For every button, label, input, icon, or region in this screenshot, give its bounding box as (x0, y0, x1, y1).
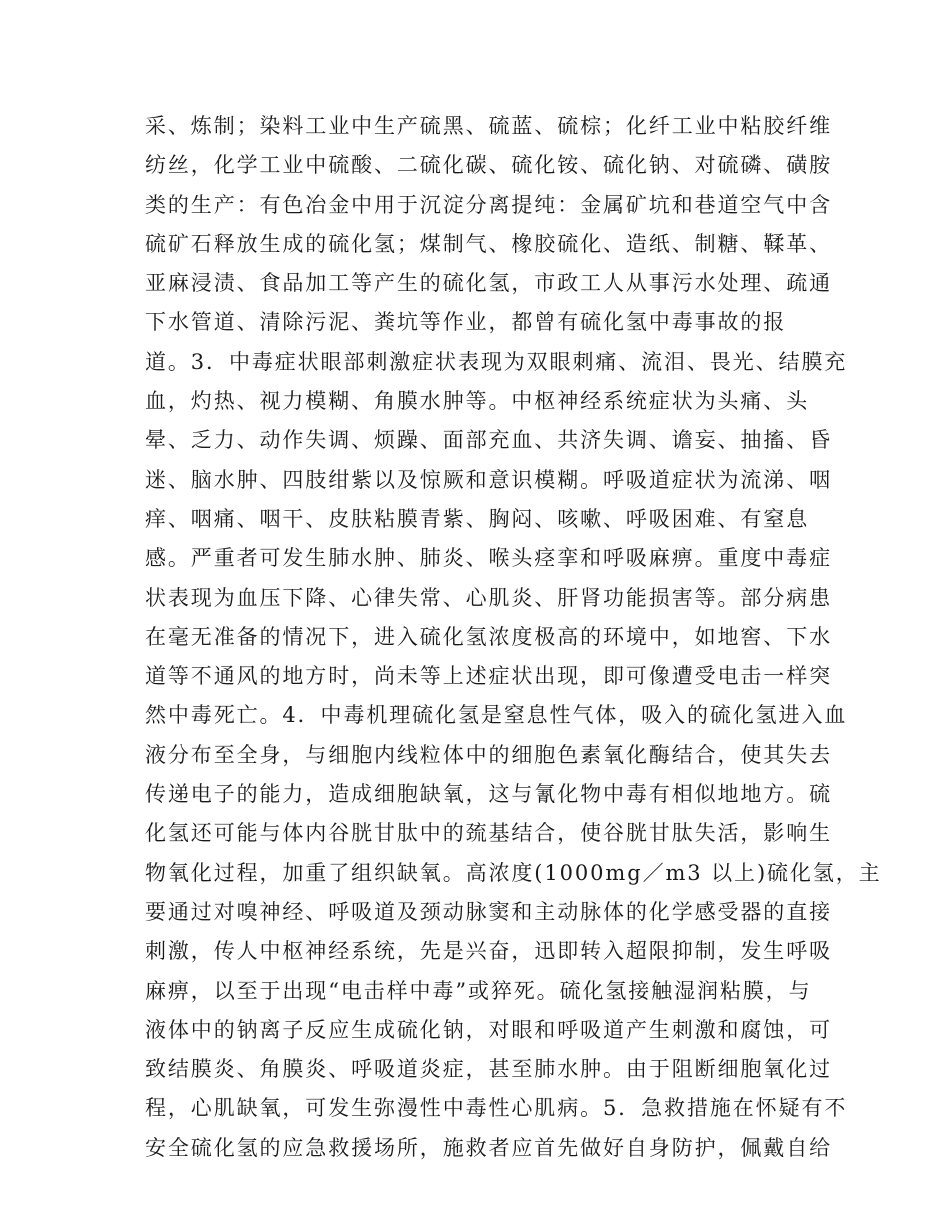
text-line: 硫矿石释放生成的硫化氢；煤制气、橡胶硫化、造纸、制糖、鞣革、 (145, 231, 832, 256)
text-line: 液分布至全身，与细胞内线粒体中的细胞色素氧化酶结合，使其失去 (145, 742, 832, 767)
text-line: 化氢还可能与体内谷胱甘肽中的巯基结合，使谷胱甘肽失活，影响生 (145, 821, 832, 846)
text-line: 晕、乏力、动作失调、烦躁、面部充血、共济失调、谵妄、抽搐、昏 (145, 428, 832, 453)
text-line: 物氧化过程，加重了组织缺氧。高浓度(1000mg／m3 以上)硫化氢，主 (145, 860, 882, 885)
text-line: 状表现为血压下降、心律失常、心肌炎、肝肾功能损害等。部分病患 (145, 585, 832, 610)
text-line: 安全硫化氢的应急救援场所，施救者应首先做好自身防护，佩戴自给 (145, 1135, 832, 1160)
text-line: 类的生产：有色冶金中用于沉淀分离提纯：金属矿坑和巷道空气中含 (145, 192, 832, 217)
text-line: 纺丝，化学工业中硫酸、二硫化碳、硫化铵、硫化钠、对硫磷、磺胺 (145, 153, 832, 178)
text-line: 在毫无准备的情况下，进入硫化氢浓度极高的环境中，如地窖、下水 (145, 624, 832, 649)
text-line: 致结膜炎、角膜炎、呼吸道炎症，甚至肺水肿。由于阻断细胞氧化过 (145, 1057, 832, 1082)
text-line: 要通过对嗅神经、呼吸道及颈动脉窦和主动脉体的化学感受器的直接 (145, 899, 832, 924)
text-line: 亚麻浸渍、食品加工等产生的硫化氢，市政工人从事污水处理、疏通 (145, 271, 832, 296)
text-line: 传递电子的能力，造成细胞缺氧，这与氰化物中毒有相似地地方。硫 (145, 782, 832, 807)
text-line: 迷、脑水肿、四肢绀紫以及惊厥和意识模糊。呼吸道症状为流涕、咽 (145, 467, 832, 492)
text-line: 血，灼热、视力模糊、角膜水肿等。中枢神经系统症状为头痛、头 (145, 389, 810, 414)
text-line: 感。严重者可发生肺水肿、肺炎、喉头痉挛和呼吸麻痹。重度中毒症 (145, 546, 832, 571)
text-line: 道。3．中毒症状眼部刺激症状表现为双眼刺痛、流泪、畏光、结膜充 (145, 349, 848, 374)
text-line: 刺激，传人中枢神经系统，先是兴奋，迅即转入超限抑制，发生呼吸 (145, 939, 832, 964)
text-line: 程，心肌缺氧，可发生弥漫性中毒性心肌病。5．急救措施在怀疑有不 (145, 1096, 848, 1121)
text-line: 然中毒死亡。4．中毒机理硫化氢是窒息性气体，吸入的硫化氢进入血 (145, 703, 848, 728)
body-text (145, 107, 882, 1168)
text-line: 下水管道、清除污泥、粪坑等作业，都曾有硫化氢中毒事故的报 (145, 310, 787, 335)
text-line: 痒、咽痛、咽干、皮肤粘膜青紫、胸闷、咳嗽、呼吸困难、有窒息 (145, 506, 810, 531)
text-line: 采、炼制；染料工业中生产硫黑、硫蓝、硫棕；化纤工业中粘胶纤维 (145, 114, 832, 138)
text-line: 道等不通风的地方时，尚未等上述症状出现，即可像遭受电击一样突 (145, 664, 832, 689)
text-line: 液体中的钠离子反应生成硫化钠，对眼和呼吸道产生刺激和腐蚀，可 (145, 1017, 832, 1042)
text-line: 麻痹，以至于出现“电击样中毒”或猝死。硫化氢接触湿润粘膜，与 (145, 978, 812, 1003)
